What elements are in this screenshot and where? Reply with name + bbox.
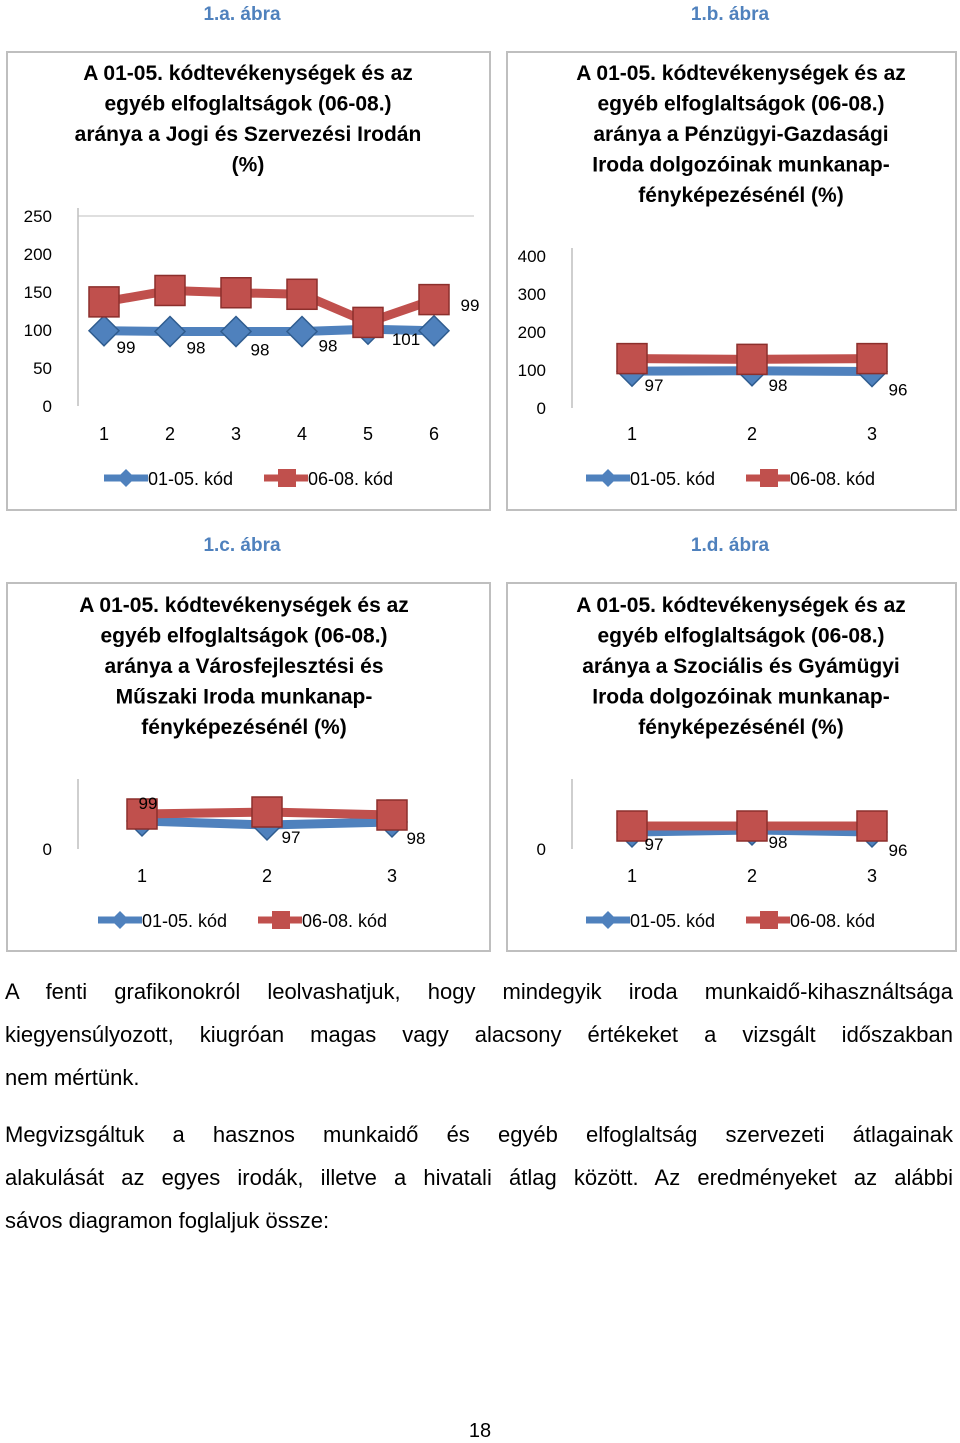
paragraph-2-line: sávos diagramon foglaljuk össze: (5, 1208, 330, 1233)
legend-label: 01-05. kód (630, 469, 716, 489)
data-label: 98 (768, 375, 788, 395)
series-2-point (89, 287, 119, 317)
x-tick-label: 3 (230, 424, 242, 444)
data-label: 98 (318, 336, 338, 356)
series-2-point (252, 797, 282, 827)
y-tick-label: 400 (517, 247, 546, 266)
series-2-point (221, 278, 251, 308)
legend-marker (278, 469, 296, 487)
legend-label: 06-08. kód (790, 469, 876, 489)
series-2-point (737, 811, 767, 841)
y-tick-label: 200 (23, 245, 52, 264)
data-label: 101 (391, 330, 421, 350)
paragraph-2-line: Megvizsgáltuk a hasznos munkaidő és egyéb elfoglaltság szervezeti átlagainak (5, 1122, 953, 1147)
legend-marker (760, 469, 778, 487)
data-label: 99 (138, 794, 158, 813)
x-tick-label: 3 (866, 866, 878, 886)
y-tick-label: 0 (42, 840, 52, 859)
chart-title-line: A 01-05. kódtevékenységek és az (79, 594, 409, 617)
x-tick-label: 1 (98, 424, 110, 444)
y-tick-label: 0 (42, 397, 52, 416)
x-tick-label: 3 (386, 866, 398, 886)
figure-label-1d: 1.d. ábra (690, 535, 770, 556)
x-tick-label: 6 (428, 424, 440, 444)
chart-title-line: egyéb elfoglaltságok (06-08.) (100, 624, 388, 648)
data-label: 96 (888, 380, 908, 400)
chart-title-line: egyéb elfoglaltságok (06-08.) (104, 92, 392, 116)
y-tick-label: 100 (517, 361, 546, 380)
legend-label: 01-05. kód (142, 911, 228, 931)
x-tick-label: 2 (261, 866, 273, 886)
paragraph-2-line: alakulását az egyes irodák, illetve a hivatali átlag között. Az eredményeket az alábbi (5, 1165, 953, 1190)
series-2-point (419, 285, 449, 315)
paragraph-1 (5, 970, 953, 1099)
figure-label-1a: 1.a. ábra (203, 4, 281, 25)
x-tick-label: 2 (746, 424, 758, 444)
paragraph-2 (5, 1113, 953, 1242)
series-2-point (155, 275, 185, 305)
legend-marker (760, 911, 778, 929)
data-label: 98 (250, 340, 270, 360)
chart-title-line: fényképezésénél (%) (141, 716, 347, 739)
data-label: 97 (281, 828, 301, 847)
chart-title-line: aránya a Szociális és Gyámügyi (582, 655, 900, 678)
chart-title-line: (%) (231, 153, 265, 177)
x-tick-label: 4 (296, 424, 308, 444)
series-2-point (857, 344, 887, 374)
series-2-point (737, 344, 767, 374)
chart-title-line: A 01-05. kódtevékenységek és az (83, 62, 413, 85)
paragraph-1-line: nem mértünk. (5, 1065, 140, 1090)
data-label: 97 (644, 835, 664, 854)
legend-label: 06-08. kód (790, 911, 876, 931)
data-label: 97 (644, 376, 664, 396)
data-label: 96 (888, 841, 908, 860)
chart-title-line: A 01-05. kódtevékenységek és az (576, 594, 906, 617)
y-tick-label: 100 (23, 321, 52, 340)
chart-title-line: aránya a Pénzügyi-Gazdasági (593, 123, 889, 146)
series-2-point (377, 800, 407, 830)
data-label: 99 (116, 337, 136, 357)
x-tick-label: 1 (136, 866, 148, 886)
legend-label: 06-08. kód (308, 469, 394, 489)
chart-title-line: egyéb elfoglaltságok (06-08.) (597, 92, 885, 116)
legend-label: 06-08. kód (302, 911, 388, 931)
y-tick-label: 300 (517, 285, 546, 304)
x-tick-label: 2 (746, 866, 758, 886)
y-tick-label: 150 (23, 283, 52, 302)
chart-frame (507, 52, 956, 510)
x-tick-label: 2 (164, 424, 176, 444)
chart-title-line: Iroda dolgozóinak munkanap- (592, 153, 890, 177)
data-label: 98 (768, 833, 788, 852)
x-tick-label: 3 (866, 424, 878, 444)
y-tick-label: 250 (23, 207, 52, 226)
legend-label: 01-05. kód (630, 911, 716, 931)
chart-title-line: aránya a Jogi és Szervezési Irodán (74, 123, 422, 146)
chart-title-line: fényképezésénél (%) (638, 716, 844, 739)
chart-title-line: Műszaki Iroda munkanap- (115, 685, 373, 709)
series-2-point (617, 811, 647, 841)
chart-title-line: Iroda dolgozóinak munkanap- (592, 685, 890, 709)
figure-label-1c: 1.c. ábra (203, 535, 281, 556)
series-2-point (617, 344, 647, 374)
legend-marker (272, 911, 290, 929)
chart-title-line: egyéb elfoglaltságok (06-08.) (597, 624, 885, 648)
data-label: 98 (186, 338, 206, 358)
figure-label-1b: 1.b. ábra (690, 4, 770, 25)
data-label: 98 (406, 829, 426, 848)
y-tick-label: 0 (536, 840, 546, 859)
y-tick-label: 0 (536, 399, 546, 418)
x-tick-label: 1 (626, 424, 638, 444)
chart-title-line: fényképezésénél (%) (638, 184, 844, 207)
page-number: 18 (468, 1420, 492, 1442)
chart-title-line: aránya a Városfejlesztési és (104, 655, 384, 678)
paragraph-1-line: A fenti grafikonokról leolvashatjuk, hogy mindegyik iroda munkaidő-kihasználtsága (5, 979, 953, 1004)
series-2-point (287, 279, 317, 309)
x-tick-label: 1 (626, 866, 638, 886)
x-tick-label: 5 (362, 424, 374, 444)
legend-label: 01-05. kód (148, 469, 234, 489)
y-tick-label: 50 (33, 359, 52, 378)
series-2-point (353, 307, 383, 337)
chart-title-line: A 01-05. kódtevékenységek és az (576, 62, 906, 85)
data-label: 99 (460, 295, 480, 315)
series-2-point (857, 811, 887, 841)
paragraph-1-line: kiegyensúlyozott, kiugróan magas vagy alacsony értékeket a vizsgált időszakban (5, 1022, 953, 1047)
y-tick-label: 200 (517, 323, 546, 342)
series-line (104, 329, 434, 331)
